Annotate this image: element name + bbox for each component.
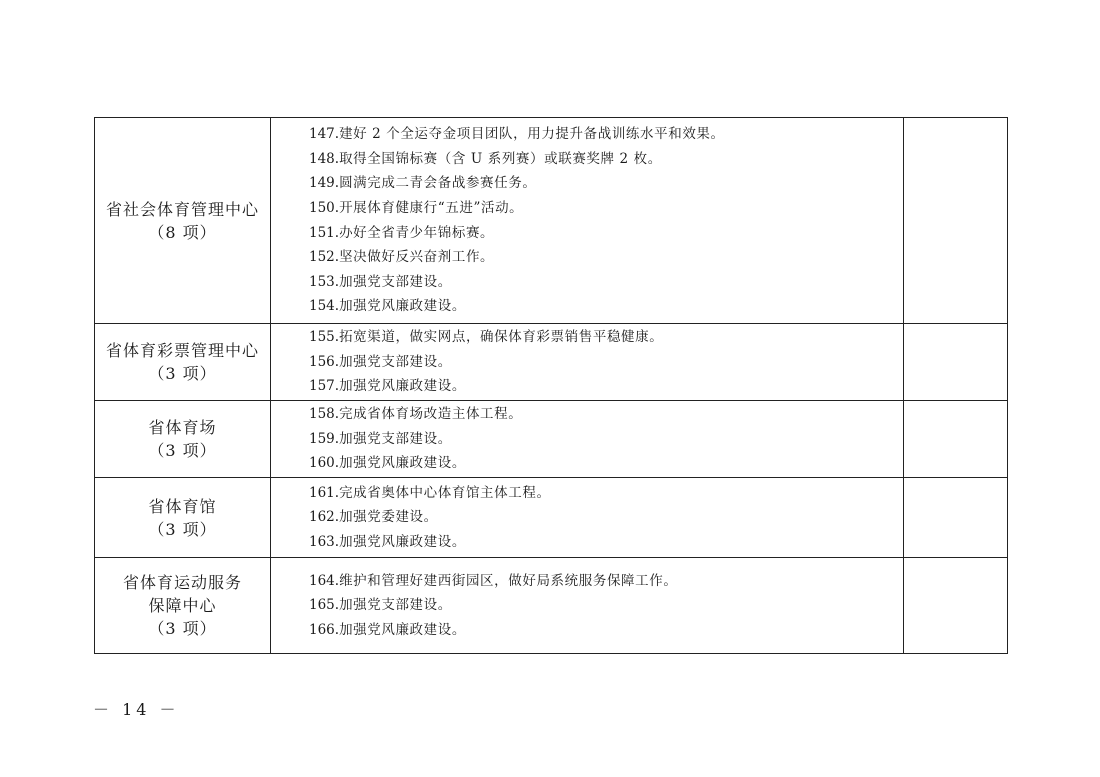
department-name: 省体育馆 (148, 496, 217, 516)
task-item: 161.完成省奥体中心体育馆主体工程。 (309, 484, 551, 501)
department-name: 省体育彩票管理中心 (105, 341, 259, 360)
remarks-cell (904, 401, 1008, 478)
table-row (95, 401, 1008, 478)
table-row (95, 118, 1008, 324)
task-item: 163.加强党风廉政建设。 (309, 533, 466, 550)
task-item: 148.取得全国锦标赛（含 U 系列赛）或联赛奖牌 2 枚。 (309, 150, 662, 167)
task-item: 158.完成省体育场改造主体工程。 (309, 406, 523, 423)
remarks-cell (904, 324, 1008, 401)
task-item: 157.加强党风廉政建设。 (309, 378, 466, 395)
department-cell (95, 118, 271, 324)
task-item: 156.加强党支部建设。 (309, 353, 452, 370)
department-name: 保障中心 (148, 596, 217, 615)
task-table (94, 117, 1008, 654)
department-cell (95, 324, 271, 401)
task-item: 162.加强党委建设。 (309, 509, 438, 526)
remarks-cell (904, 558, 1008, 654)
task-list-cell (271, 118, 904, 324)
task-item: 150.开展体育健康行“五进”活动。 (309, 199, 524, 216)
task-item: 166.加强党风廉政建设。 (309, 621, 466, 638)
task-list-cell (271, 324, 904, 401)
task-item: 159.加强党支部建设。 (309, 430, 452, 447)
task-list-cell (271, 558, 904, 654)
department-item-count: （3 项） (148, 519, 217, 539)
task-item: 160.加强党风廉政建设。 (309, 455, 466, 472)
task-item: 165.加强党支部建设。 (309, 597, 452, 614)
remarks-cell (904, 478, 1008, 558)
remarks-cell (904, 118, 1008, 324)
department-item-count: （3 项） (148, 441, 217, 460)
page-number: － 14 － (93, 700, 180, 719)
department-name: 省体育运动服务 (122, 573, 242, 592)
department-item-count: （3 项） (148, 619, 217, 638)
table-row (95, 478, 1008, 558)
task-item: 153.加强党支部建设。 (309, 273, 452, 290)
task-item: 151.办好全省青少年锦标赛。 (309, 224, 495, 241)
task-item: 149.圆满完成二青会备战参赛任务。 (309, 175, 537, 192)
department-cell (95, 401, 271, 478)
task-item: 155.拓宽渠道，做实网点，确保体育彩票销售平稳健康。 (309, 329, 664, 346)
department-item-count: （8 项） (148, 222, 217, 242)
task-item: 154.加强党风廉政建设。 (309, 298, 466, 315)
department-cell (95, 478, 271, 558)
task-list-cell (271, 478, 904, 558)
task-list-cell (271, 401, 904, 478)
department-name: 省社会体育管理中心 (105, 199, 259, 219)
table-row (95, 324, 1008, 401)
task-item: 147.建好 2 个全运夺金项目团队，用力提升备战训练水平和效果。 (309, 126, 725, 143)
department-name: 省体育场 (148, 418, 217, 437)
task-item: 164.维护和管理好建西街园区，做好局系统服务保障工作。 (309, 572, 678, 589)
department-cell (95, 558, 271, 654)
table-row (95, 558, 1008, 654)
department-item-count: （3 项） (148, 364, 217, 383)
task-item: 152.坚决做好反兴奋剂工作。 (309, 249, 495, 266)
